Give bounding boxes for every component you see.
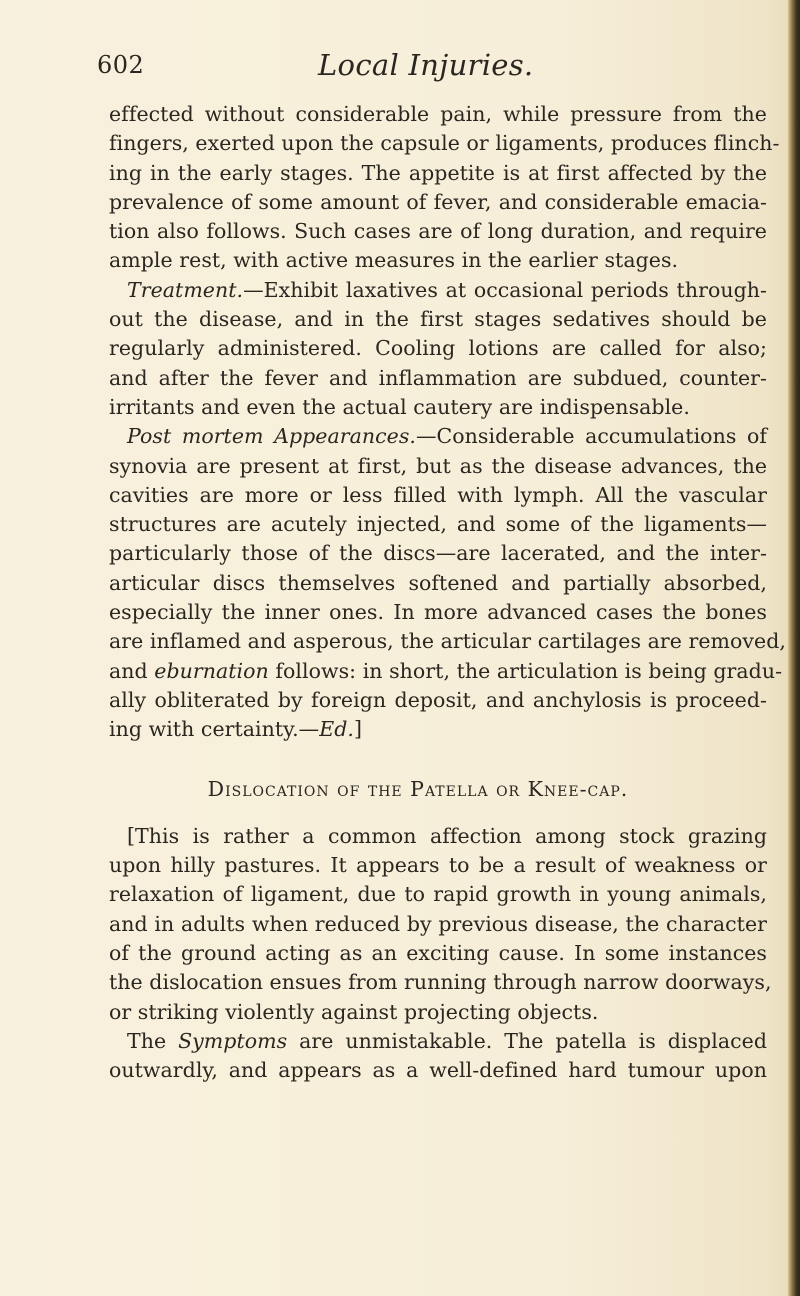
text-line: articular discs themselves softened and partially absorbed, — [109, 570, 767, 595]
text-line: ing in the early stages. The appetite is at first affected by the — [109, 160, 767, 185]
page-header — [0, 50, 800, 90]
treatment-heading: Treatment. — [127, 277, 244, 302]
running-title: Local Injuries. — [318, 48, 534, 82]
text-line: of the ground acting as an exciting cause. In some instances — [109, 941, 767, 966]
text-line: are inflamed and asperous, the articular cartilages are removed, — [109, 629, 786, 654]
section-heading: Dislocation of the Patella or Knee-cap. — [207, 776, 629, 801]
post-mortem-heading: Post mortem Appearances. — [127, 424, 416, 449]
text-line: out the disease, and in the first stages sedatives should be — [109, 307, 767, 332]
text-line: ally obliterated by foreign deposit, and anchylosis is proceed- — [109, 687, 767, 712]
text-line: synovia are present at first, but as the disease advances, the — [109, 453, 767, 478]
text-line: ample rest, with active measures in the earlier stages. — [109, 248, 679, 273]
page-edge — [788, 0, 800, 1296]
text-line: Treatment.—Exhibit laxatives at occasional periods through- — [127, 277, 767, 302]
text-line: cavities are more or less filled with lymph. All the vascular — [109, 482, 767, 507]
text-line: tion also follows. Such cases are of long duration, and require — [109, 219, 767, 244]
text-line: irritants and even the actual cautery are indispensable. — [109, 394, 690, 419]
page-number: 602 — [97, 51, 145, 79]
text-line: prevalence of some amount of fever, and considerable emacia- — [109, 189, 767, 214]
symptoms-heading: Symptoms — [178, 1028, 288, 1053]
eburnation-term: eburnation — [154, 658, 269, 683]
text-line: especially the inner ones. In more advanced cases the bones — [109, 600, 767, 625]
text-line: fingers, exerted upon the capsule or ligaments, produces flinch- — [109, 131, 780, 156]
text-line: regularly administered. Cooling lotions are called for also; — [109, 336, 767, 361]
editor-mark: Ed. — [319, 717, 354, 742]
text-line: and after the fever and inflammation are subdued, counter- — [109, 365, 767, 390]
page-body — [109, 100, 786, 1086]
text-line: The Symptoms are unmistakable. The patella is displaced — [127, 1028, 767, 1053]
text-line: outwardly, and appears as a well-defined hard tumour upon — [109, 1058, 767, 1083]
text-line: ing with certainty.—Ed.] — [109, 717, 363, 742]
text-line: Post mortem Appearances.—Considerable accumulations of — [127, 424, 767, 449]
text-line: particularly those of the discs—are lacerated, and the inter- — [109, 541, 767, 566]
text-line: upon hilly pastures. It appears to be a result of weakness or — [109, 853, 767, 878]
text-line: and eburnation follows: in short, the articulation is being gradu- — [109, 658, 783, 683]
text-line: the dislocation ensues from running through narrow doorways, — [109, 970, 772, 995]
text-line: structures are acutely injected, and some of the ligaments— — [109, 512, 767, 537]
text-line: and in adults when reduced by previous disease, the character — [109, 911, 767, 936]
text-line: [This is rather a common affection among stock grazing — [127, 823, 767, 848]
text-line: effected without considerable pain, while pressure from the — [109, 102, 767, 126]
text-line: or striking violently against projecting objects. — [109, 999, 599, 1024]
text-line: relaxation of ligament, due to rapid growth in young animals, — [109, 882, 767, 907]
